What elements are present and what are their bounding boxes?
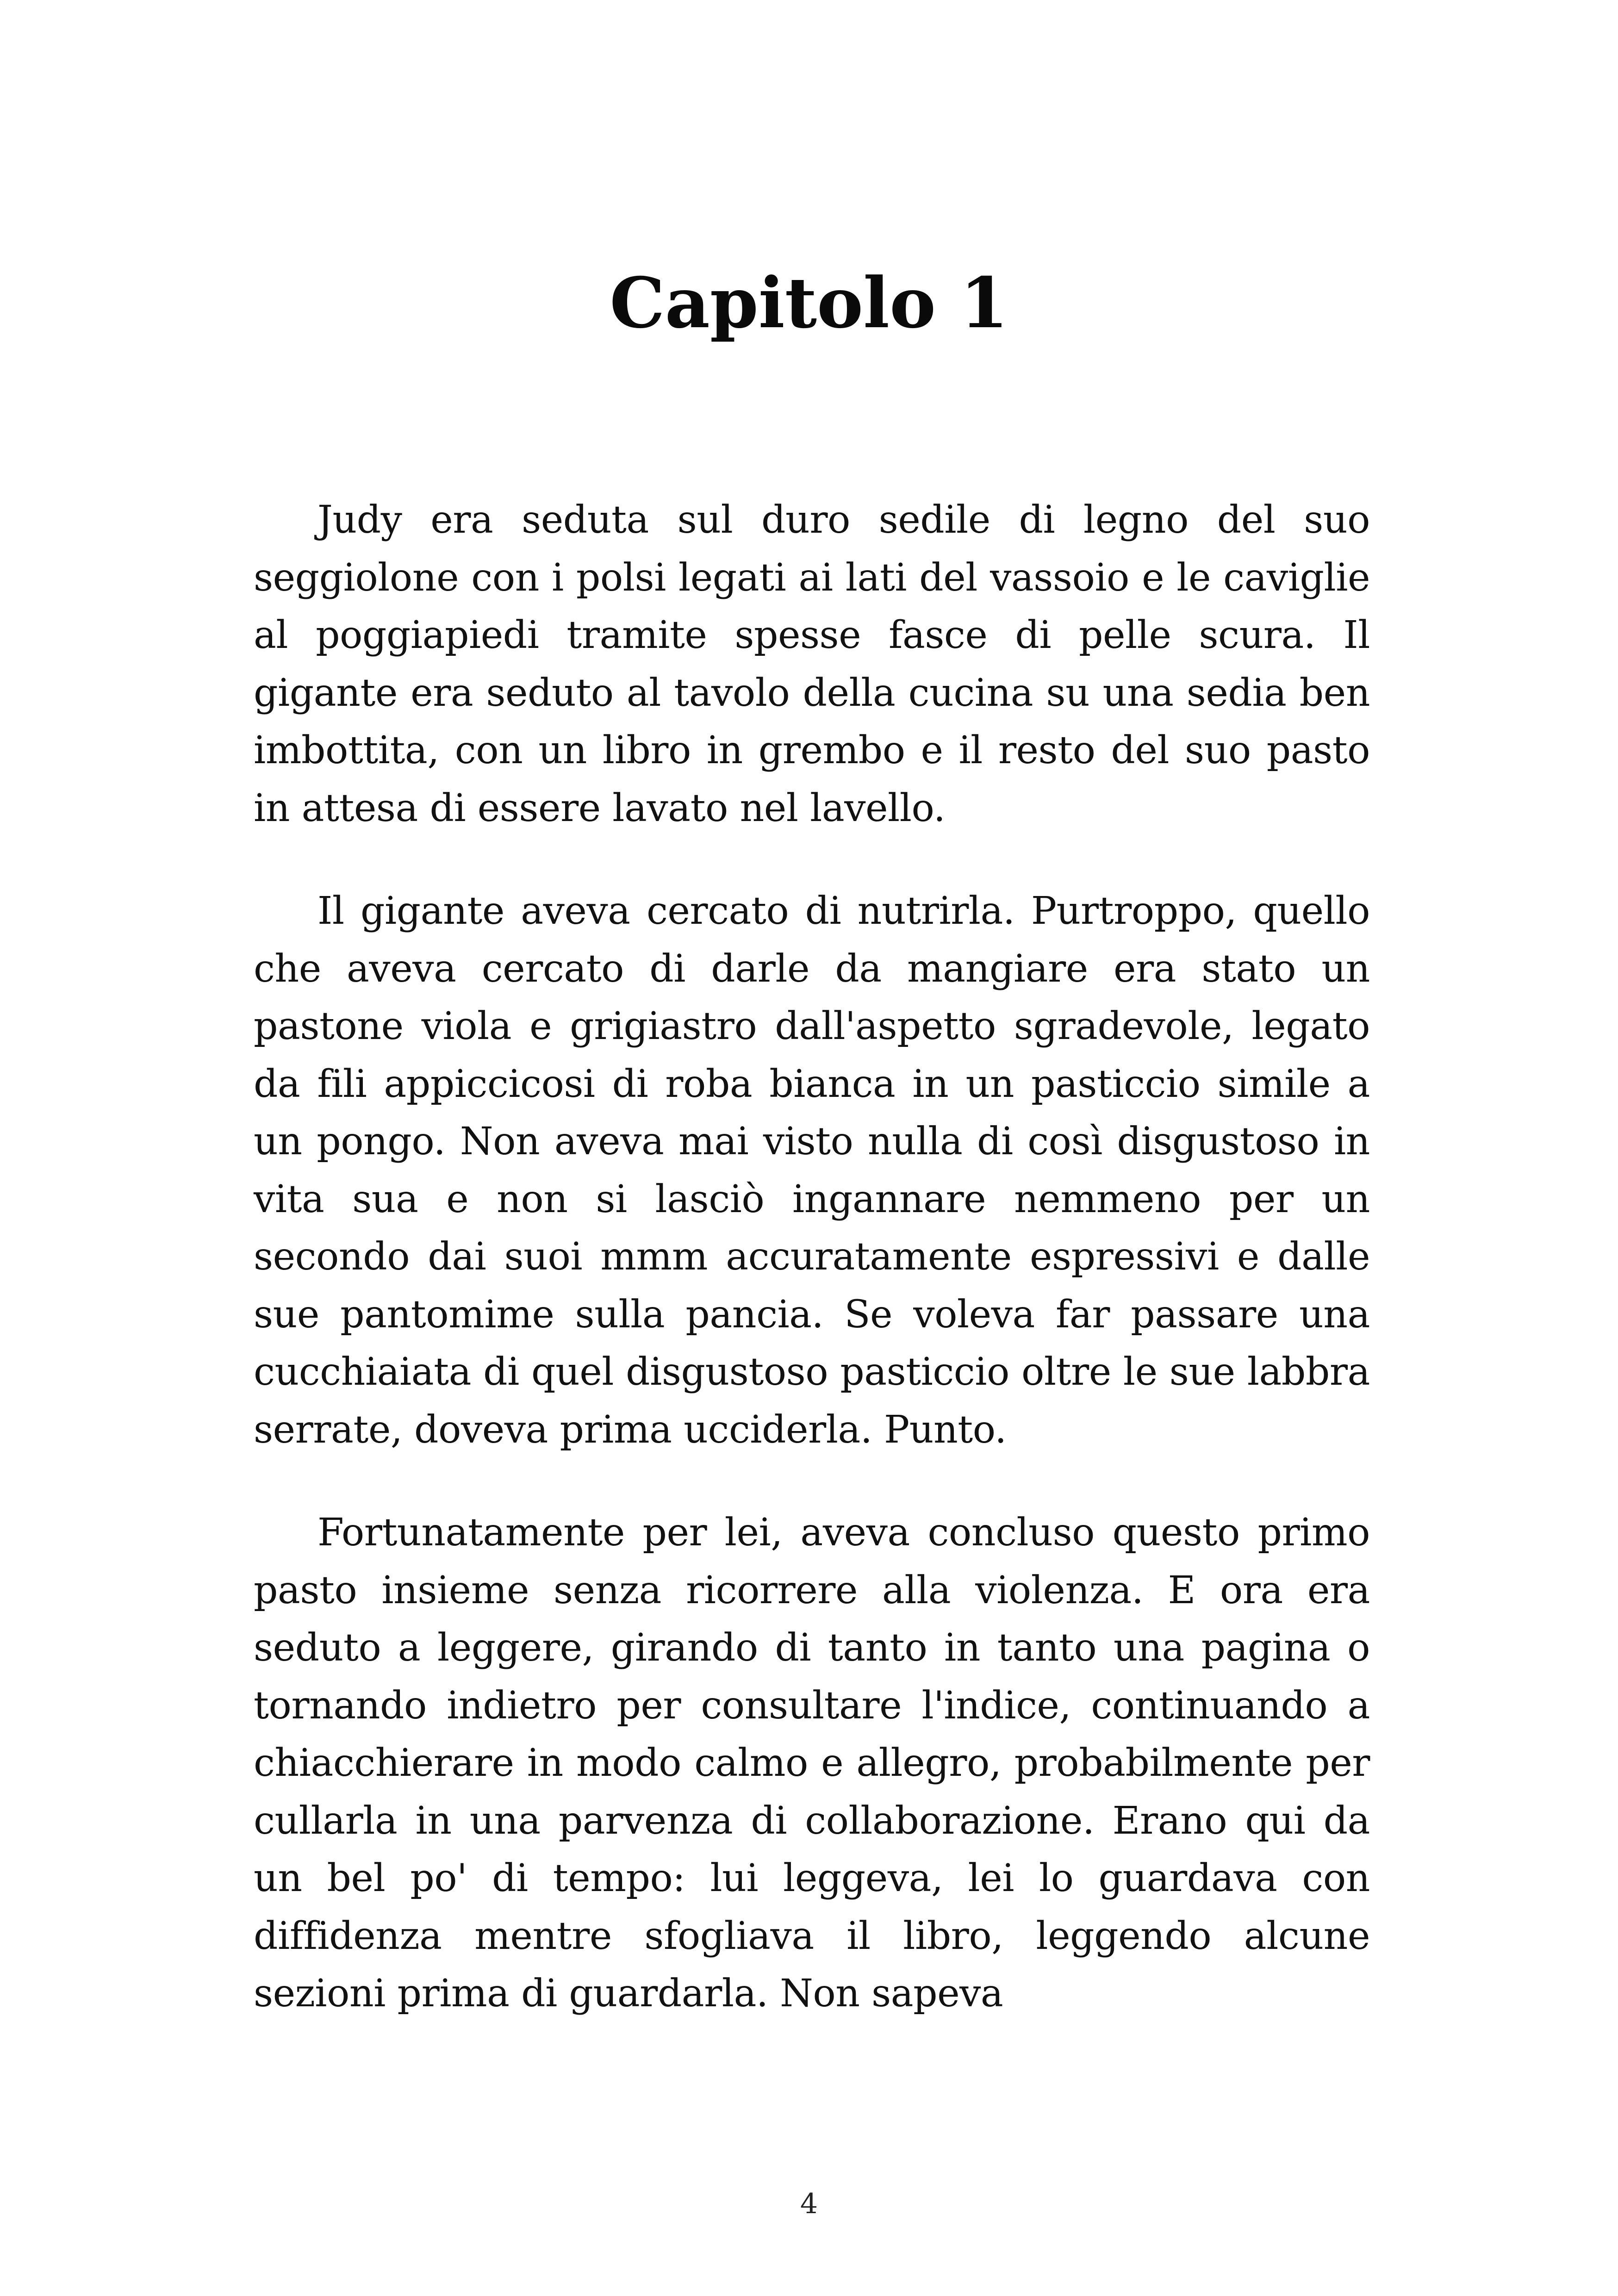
paragraph: Fortunatamente per lei, aveva concluso questo primo pasto insieme senza ricorrere alla violenza. E ora era seduto a leggere, girando di tanto in tanto una pagina o tornando indietro per consultare l'indice, continuando a chiacchierare in modo calmo e allegro, probabilmente per cullarla in una parvenza di collaborazione. Erano qui da un bel po' di tempo: lui leggeva, lei lo guardava con diffidenza mentre sfogliava il libro, leggendo alcune sezioni prima di guardarla. Non sapeva xyxy=(254,1511,1370,2016)
chapter-title: Capitolo 1 xyxy=(610,262,1008,344)
paragraph: Il gigante aveva cercato di nutrirla. Purtroppo, quello che aveva cercato di darle da mangiare era stato un pastone viola e grigiastro dall'aspetto sgradevole, legato da fili appiccicosi di roba bianca in un pasticcio simile a un pongo. Non aveva mai visto nulla di così disgustoso in vita sua e non si lasciò ingannare nemmeno per un secondo dai suoi mmm accuratamente espressivi e dalle sue pantomime sulla pancia. Se voleva far passare una cucchiaiata di quel disgustoso pasticcio oltre le sue labbra serrate, doveva prima ucciderla. Punto. xyxy=(254,889,1370,1452)
paragraph: Judy era seduta sul duro sedile di legno del suo seggiolone con i polsi legati ai lati del vassoio e le caviglie al poggiapiedi tramite spesse fasce di pelle scura. Il gigante era seduto al tavolo della cucina su una sedia ben imbottita, con un libro in grembo e il resto del suo pasto in attesa di essere lavato nel lavello. xyxy=(254,498,1370,830)
page-number: 4 xyxy=(800,2188,818,2220)
chapter-body xyxy=(254,492,1370,2068)
